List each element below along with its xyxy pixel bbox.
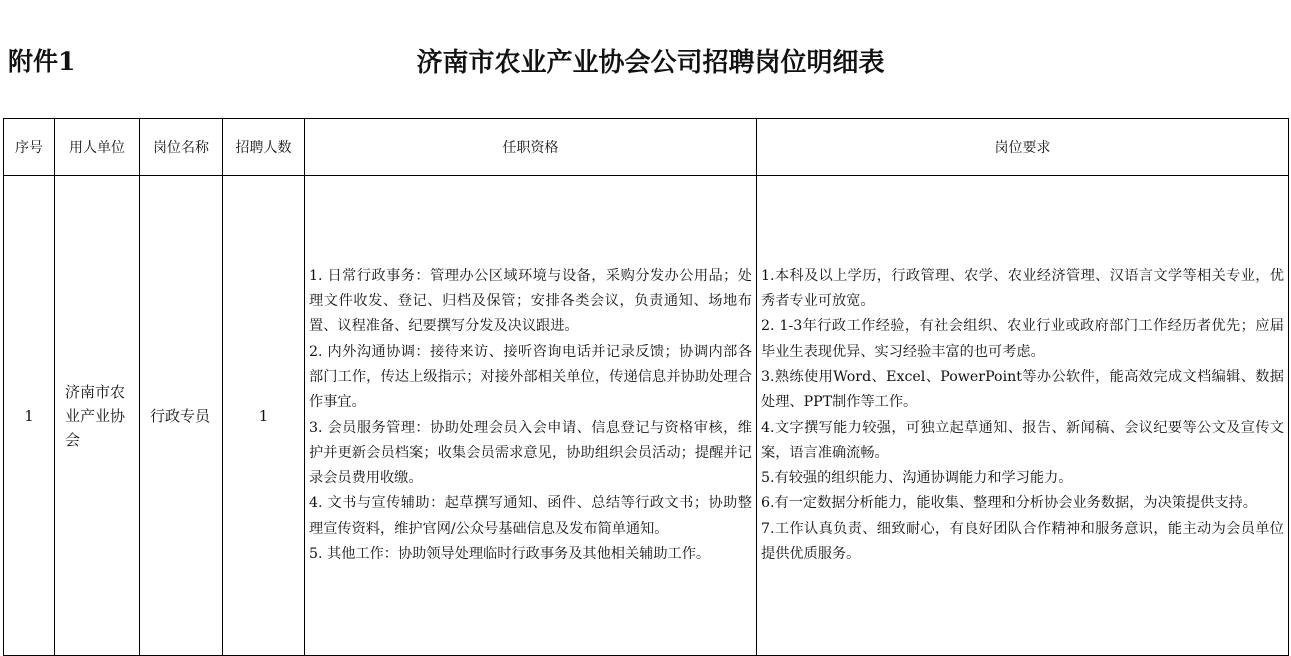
qualification-item: 5. 其他工作：协助领导处理临时行政事务及其他相关辅助工作。: [309, 545, 711, 562]
header-unit: 用人单位: [55, 119, 140, 176]
cell-qualifications: [305, 176, 757, 656]
requirement-item: 7.工作认真负责、细致耐心，有良好团队合作精神和服务意识，能主动为会员单位提供优质服务。: [761, 520, 1284, 562]
cell-count: 1: [223, 176, 305, 656]
table-header-row: [4, 119, 1289, 176]
qualification-item: 1. 日常行政事务：管理办公区域环境与设备，采购分发办公用品；处理文件收发、登记、归档及保管；安排各类会议，负责通知、场地布置、议程准备、纪要撰写分发及决议跟进。: [309, 267, 752, 335]
requirement-item: 6.有一定数据分析能力，能收集、整理和分析协会业务数据，为决策提供支持。: [761, 495, 1257, 512]
document-header: [0, 0, 1291, 118]
table-row: [4, 176, 1289, 656]
header-count: 招聘人数: [223, 119, 305, 176]
header-position: 岗位名称: [140, 119, 223, 176]
qualification-item: 3. 会员服务管理：协助处理会员入会申请、信息登记与资格审核，维护并更新会员档案；收集会员需求意见，协助组织会员活动；提醒并记录会员费用收缴。: [309, 419, 752, 487]
requirement-item: 4.文字撰写能力较强，可独立起草通知、报告、新闻稿、会议纪要等公文及宣传文案，语言准确流畅。: [761, 419, 1284, 461]
recruitment-table: [3, 118, 1289, 656]
requirement-item: 2. 1-3年行政工作经验，有社会组织、农业行业或政府部门工作经历者优先；应届毕业生表现优异、实习经验丰富的也可考虑。: [761, 318, 1284, 360]
qualification-item: 4. 文书与宣传辅助：起草撰写通知、函件、总结等行政文书；协助整理宣传资料，维护官网/公众号基础信息及发布简单通知。: [309, 495, 752, 537]
requirement-item: 3.熟练使用Word、Excel、PowerPoint等办公软件，能高效完成文档编辑、数据处理、PPT制作等工作。: [761, 368, 1284, 411]
document-title: 济南市农业产业协会公司招聘岗位明细表: [416, 48, 885, 78]
requirement-item: 5.有较强的组织能力、沟通协调能力和学习能力。: [761, 470, 1073, 487]
requirement-item: 1.本科及以上学历，行政管理、农学、农业经济管理、汉语言文学等相关专业，优秀者专业可放宽。: [761, 267, 1284, 310]
header-qualifications: 任职资格: [305, 119, 757, 176]
cell-unit: 济南市农业产业协会: [55, 176, 140, 656]
header-requirements: 岗位要求: [757, 119, 1289, 176]
qualification-item: 2. 内外沟通协调：接待来访、接听咨询电话并记录反馈；协调内部各部门工作，传达上级指示；对接外部相关单位，传递信息并协助处理合作事宜。: [309, 343, 752, 411]
cell-position: 行政专员: [140, 176, 223, 656]
cell-requirements: [757, 176, 1289, 656]
header-index: 序号: [4, 119, 55, 176]
cell-index: 1: [4, 176, 55, 656]
attachment-label: 附件1: [8, 47, 76, 76]
